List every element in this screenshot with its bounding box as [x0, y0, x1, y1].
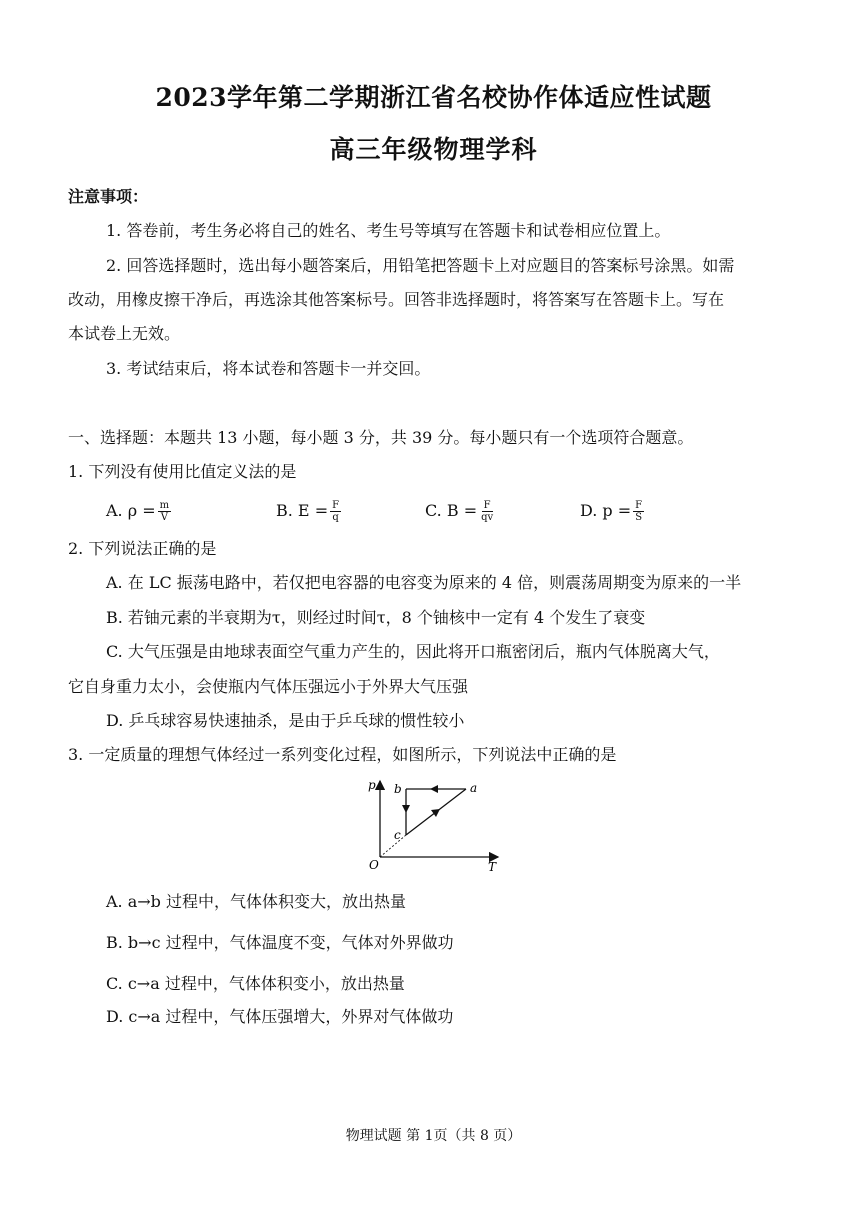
question-3-option-c: C. c→a 过程中，气体体积变小，放出热量 — [106, 974, 405, 993]
point-label-b: b — [394, 782, 402, 796]
option-b-fraction — [330, 500, 341, 523]
option-b-text: B. E = — [276, 501, 329, 520]
option-c-fraction — [479, 500, 495, 523]
question-3-option-a: A. a→b 过程中，气体体积变大，放出热量 — [106, 892, 407, 911]
extension-line — [380, 835, 406, 857]
question-2-option-c-line-2: 它自身重力太小，会使瓶内气体压强远小于外界大气压强 — [68, 677, 469, 696]
question-1-option-a — [106, 493, 171, 529]
fraction-denominator: V — [160, 511, 168, 523]
question-3-option-b: B. b→c 过程中，气体温度不变，气体对外界做功 — [106, 933, 454, 952]
exam-subtitle: 高三年级物理学科 — [329, 135, 538, 164]
axis-label-p: p — [368, 778, 376, 792]
question-1-stem: 1. 下列没有使用比值定义法的是 — [68, 462, 297, 481]
fraction-denominator: qv — [481, 511, 494, 523]
question-2-option-a: A. 在 LC 振荡电路中，若仅把电容器的电容变为原来的 4 倍，则震荡周期变为原来的一半 — [106, 573, 742, 592]
question-2-option-d: D. 乒乓球容易快速抽杀，是由于乒乓球的惯性较小 — [106, 711, 465, 730]
arrow-b-to-c — [402, 805, 410, 813]
question-2-option-c-line-1: C. 大气压强是由地球表面空气重力产生的，因此将开口瓶密闭后，瓶内气体脱离大气， — [106, 642, 720, 661]
fraction-numerator: F — [332, 499, 340, 511]
axis-label-t: T — [488, 860, 497, 874]
page-footer: 物理试题 第 1页（共 8 页） — [345, 1128, 522, 1144]
fraction-numerator: F — [635, 499, 643, 511]
point-label-a: a — [470, 781, 478, 795]
question-3-stem: 3. 一定质量的理想气体经过一系列变化过程，如图所示，下列说法中正确的是 — [68, 745, 617, 764]
arrow-a-to-b — [430, 785, 438, 793]
option-d-text: D. p = — [580, 501, 632, 520]
arrow-c-to-a — [431, 809, 440, 817]
notice-item-2-line-1: 2. 回答选择题时，选出每小题答案后，用铅笔把答题卡上对应题目的答案标号涂黑。如需 — [106, 256, 735, 275]
option-d-fraction — [633, 500, 644, 523]
question-1-option-d — [580, 493, 644, 529]
option-c-text: C. B = — [425, 501, 478, 520]
fraction-numerator: m — [159, 499, 170, 511]
pt-diagram — [360, 775, 510, 875]
notice-item-2-line-3: 本试卷上无效。 — [68, 324, 181, 343]
question-3-option-d: D. c→a 过程中，气体压强增大，外界对气体做功 — [106, 1007, 454, 1026]
origin-label: O — [369, 858, 379, 872]
notice-item-3: 3. 考试结束后，将本试卷和答题卡一并交回。 — [106, 359, 431, 378]
fraction-numerator: F — [483, 499, 491, 511]
notice-item-1: 1. 答卷前，考生务必将自己的姓名、考生号等填写在答题卡和试卷相应位置上。 — [106, 221, 671, 240]
question-2-stem: 2. 下列说法正确的是 — [68, 539, 217, 558]
exam-title: 2023学年第二学期浙江省名校协作体适应性试题 — [155, 83, 712, 112]
notice-heading: 注意事项： — [68, 187, 149, 206]
point-label-c: c — [394, 828, 401, 842]
option-a-fraction — [158, 500, 171, 523]
question-2-option-b: B. 若铀元素的半衰期为τ，则经过时间τ，8 个铀核中一定有 4 个发生了衰变 — [106, 608, 646, 627]
fraction-denominator: S — [635, 511, 643, 523]
section-heading: 一、选择题：本题共 13 小题，每小题 3 分，共 39 分。每小题只有一个选项符合题意。 — [68, 428, 694, 447]
fraction-denominator: q — [332, 511, 339, 523]
notice-item-2-line-2: 改动，用橡皮擦干净后，再选涂其他答案标号。回答非选择题时，将答案写在答题卡上。写在 — [68, 290, 725, 309]
question-1-option-c — [425, 493, 495, 529]
option-a-text: A. ρ = — [106, 501, 156, 520]
question-1-option-b — [276, 493, 341, 529]
